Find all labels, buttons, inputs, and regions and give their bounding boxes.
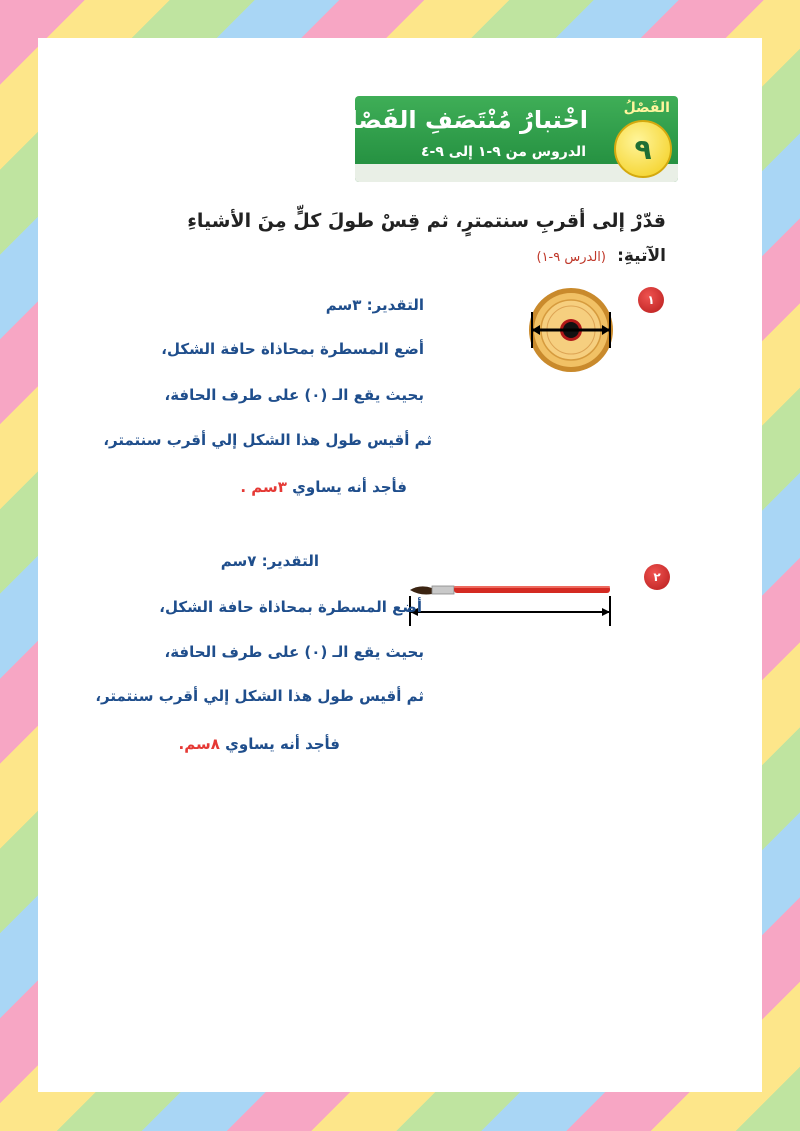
question-1-estimate: التقدير: ٣سم: [325, 296, 424, 314]
question-1-step-2: بحيث يقع الـ (٠) على طرف الحافة،: [164, 386, 424, 404]
chapter-label: الفَصْلُ: [623, 100, 670, 116]
chapter-number-badge: ٩: [614, 120, 672, 178]
instruction-line-2: [536, 246, 666, 266]
question-1-step-1: أضع المسطرة بمحاذاة حافة الشكل،: [161, 340, 424, 358]
question-2-answer: [179, 735, 340, 753]
wooden-disc-icon: [518, 286, 624, 374]
instruction-line-1: قدّرْ إلى أقربِ سنتمترٍ، ثم قِسْ طولَ كلٍّ مِنَ الأشياءِ: [187, 210, 666, 232]
question-1-answer: [240, 478, 407, 496]
chapter-banner: [337, 96, 678, 182]
question-1-number: ١: [638, 287, 664, 313]
instruction-word: الآتيةِ:: [617, 246, 666, 266]
worksheet-page: [38, 38, 762, 1092]
question-1-step-3: ثم أقيس طول هذا الشكل إلي أقرب سنتمتر،: [103, 431, 432, 449]
question-2-step-3: ثم أقيس طول هذا الشكل إلي أقرب سنتمتر،: [95, 687, 424, 705]
banner-subtitle: الدروس من ٩-١ إلى ٩-٤: [420, 144, 586, 160]
question-2-step-2: بحيث يقع الـ (٠) على طرف الحافة،: [164, 643, 424, 661]
question-1-answer-prefix: فأجد أنه يساوي: [292, 478, 407, 496]
paintbrush-icon: [406, 580, 616, 632]
question-2-number: ٢: [644, 564, 670, 590]
question-1-answer-value: ٣سم .: [240, 478, 287, 496]
banner-title: اخْتبارُ مُنْتَصَفِ الفَصْلِ: [337, 106, 588, 134]
question-2-answer-value: ٨سم.: [178, 735, 220, 753]
lesson-reference: (الدرس ٩-١): [536, 250, 606, 265]
question-2-answer-prefix: فأجد أنه يساوي: [225, 735, 340, 753]
question-2-estimate: التقدير: ٧سم: [220, 552, 319, 570]
question-2-step-1: أضع المسطرة بمحاذاة حافة الشكل،: [159, 598, 422, 616]
